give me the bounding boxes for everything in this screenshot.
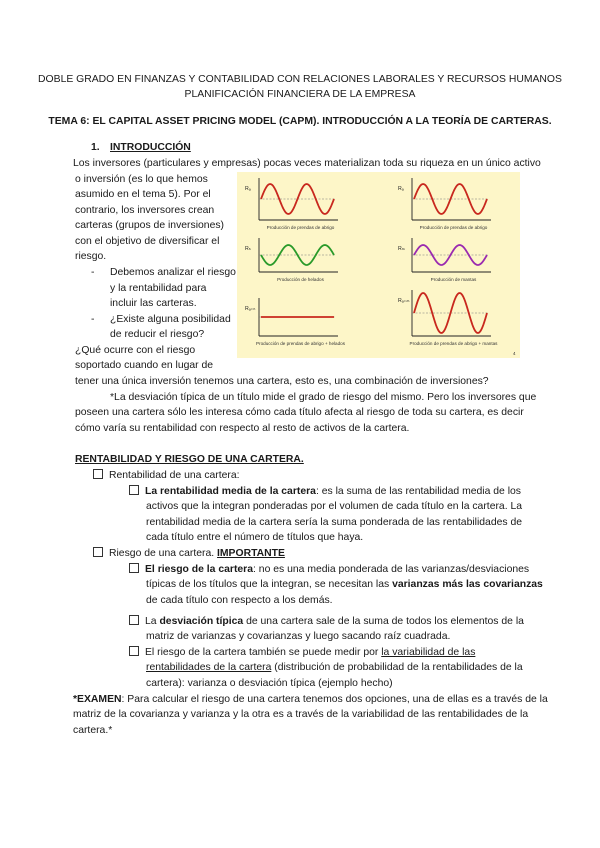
desviacion-tipica-line: matriz de varianzas y covarianzas y luego sacando raíz cuadrada.: [146, 631, 451, 642]
panel-caption: Producción de prendas de abrigo + helados: [255, 341, 346, 346]
bullet-dash: -: [91, 267, 95, 278]
figure-panel: [398, 290, 498, 346]
riesgo-cartera-item: [129, 562, 529, 577]
panel-y-label: Rₐ: [398, 186, 404, 192]
variabilidad-underlined: la variabilidad de las: [381, 647, 476, 658]
panel-caption: Producción de helados: [277, 277, 324, 282]
variabilidad-line: [146, 660, 523, 675]
bullet-line: y la rentabilidad para: [110, 283, 207, 294]
riesgo-label: Riesgo de una cartera.: [109, 548, 218, 559]
riesgo-cartera-bold: El riesgo de la cartera: [145, 564, 254, 575]
checkbox-icon[interactable]: [129, 563, 139, 573]
panel-y-label: Rₕ: [245, 246, 251, 252]
header-line-2: PLANIFICACIÓN FINANCIERA DE LA EMPRESA: [184, 89, 416, 100]
intro-line: carteras (grupos de inversiones): [75, 220, 225, 231]
section-title-rentabilidad-riesgo: RENTABILIDAD Y RIESGO DE UNA CARTERA.: [75, 454, 304, 465]
variabilidad-line: cartera): varianza o desviación típica (ejemplo hecho): [146, 678, 393, 689]
riesgo-cartera-text: : no es una media ponderada de las varianzas/desviaciones: [253, 564, 530, 575]
rentabilidad-item: [93, 468, 240, 483]
rentabilidad-media-line: rentabilidad media de la cartera sería la suma ponderada de las rentabilidades de: [146, 517, 523, 528]
panel-caption: Producción de prendas de abrigo: [419, 225, 488, 230]
variabilidad-text: (distribución de probabilidad de la rentabilidades de la: [271, 662, 523, 673]
section-number: 1.: [91, 142, 100, 153]
rentabilidad-label: Rentabilidad de una cartera:: [109, 470, 240, 481]
header-line-1: DOBLE GRADO EN FINANZAS Y CONTABILIDAD CON RELACIONES LABORALES Y RECURSOS HUMANOS: [38, 74, 562, 85]
examen-line: matriz de la covarianza y varianza y la otra es a través de la variabilidad de las rentabilidades de la: [73, 709, 529, 720]
variabilidad-text: El riesgo de la cartera también se puede medir por: [145, 647, 382, 658]
figure-panel: [245, 178, 338, 230]
rentabilidad-media-line: cada título entre el número de títulos que haya.: [146, 532, 364, 543]
diversification-figure: [237, 172, 520, 358]
intro-line: o inversión (es lo que hemos: [75, 174, 208, 185]
panel-caption: Producción de mantas: [430, 277, 477, 282]
bullet-dash: -: [91, 314, 95, 325]
rentabilidad-media-bold: La rentabilidad media de la cartera: [145, 486, 316, 497]
bullet-line: ¿Existe alguna posibilidad: [110, 314, 231, 325]
variabilidad-underlined: rentabilidades de la cartera: [146, 662, 272, 673]
checkbox-icon[interactable]: [129, 615, 139, 625]
rentabilidad-media-text: : es la suma de las rentabilidad media de los: [315, 486, 521, 497]
diversification-figure-svg: [237, 172, 520, 358]
intro-line: asumido en el tema 5). Por el: [75, 189, 211, 200]
examen-line: cartera.*: [73, 725, 113, 736]
question-line: tener una única inversión tenemos una cartera, esto es, una combinación de inversiones?: [75, 376, 489, 387]
question-line: soportado cuando en lugar de: [75, 360, 214, 371]
figure-panel: [398, 178, 491, 230]
desviacion-tipica-text: La: [145, 616, 160, 627]
important-label: IMPORTANTE: [217, 548, 285, 559]
desviacion-tipica-item: [129, 614, 524, 629]
intro-line: contrario, los inversores crean: [75, 205, 215, 216]
rentabilidad-media-line: activos que la integran ponderadas por el volumen de cada título en la cartera. La: [146, 501, 523, 512]
figure-panel: [398, 238, 491, 282]
checkbox-icon[interactable]: [93, 469, 103, 479]
intro-line: riesgo.: [75, 251, 107, 262]
examen-text: : Para calcular el riesgo de una cartera tenemos dos opciones, una de ellas es a través de la: [121, 694, 548, 705]
intro-line: Los inversores (particulares y empresas) pocas veces materializan toda su riqueza en un único activo: [73, 158, 541, 169]
panel-caption: Producción de prendas de abrigo: [266, 225, 335, 230]
panel-y-label: Rₐ: [245, 186, 251, 192]
riesgo-cartera-line: [146, 577, 543, 592]
desviacion-line: cómo varía su rentabilidad con respecto al resto de activos de la cartera.: [75, 423, 410, 434]
examen-bold: *EXAMEN: [73, 694, 122, 705]
varianzas-covarianzas-bold: varianzas más las covarianzas: [392, 579, 543, 590]
bullet-line: Debemos analizar el riesgo: [110, 267, 236, 278]
page-mark: 4: [513, 351, 516, 356]
intro-line: con el objetivo de diversificar el: [75, 236, 220, 247]
desviacion-line: *La desviación típica de un título mide el grado de riesgo del mismo. Pero los inversores que: [110, 392, 537, 403]
riesgo-cartera-text: típicas de los títulos que la integran, se necesitan las: [146, 579, 393, 590]
desviacion-line: poseen una cartera sólo les interesa cómo cada título afecta al riesgo de toda su cartera, es decir: [75, 407, 524, 418]
panel-y-label: Rₘ: [398, 246, 405, 252]
checkbox-icon[interactable]: [129, 646, 139, 656]
bullet-line: incluir las carteras.: [110, 298, 197, 309]
variabilidad-item: [129, 645, 475, 660]
riesgo-item: [93, 546, 285, 561]
question-line: ¿Qué ocurre con el riesgo: [75, 345, 196, 356]
figure-panel: [245, 298, 346, 346]
figure-panel: [245, 238, 338, 282]
desviacion-tipica-bold: desviación típica: [159, 616, 244, 627]
examen-line: [73, 692, 548, 707]
riesgo-cartera-line: de cada título con respecto a los demás.: [146, 595, 333, 606]
panel-y-label: Rₐ₊ₕ: [245, 306, 256, 312]
panel-y-label: Rₐ₊ₘ: [398, 298, 410, 304]
rentabilidad-media-item: [129, 484, 521, 499]
desviacion-tipica-text: de una cartera sale de la suma de todos los elementos de la: [243, 616, 524, 627]
section-title-introduccion: INTRODUCCIÓN: [110, 142, 191, 153]
checkbox-icon[interactable]: [93, 547, 103, 557]
bullet-line: de reducir el riesgo?: [110, 329, 205, 340]
topic-title: TEMA 6: EL CAPITAL ASSET PRICING MODEL (CAPM). INTRODUCCIÓN A LA TEORÍA DE CARTERAS.: [48, 116, 552, 127]
panel-caption: Producción de prendas de abrigo + mantas: [409, 341, 498, 346]
checkbox-icon[interactable]: [129, 485, 139, 495]
